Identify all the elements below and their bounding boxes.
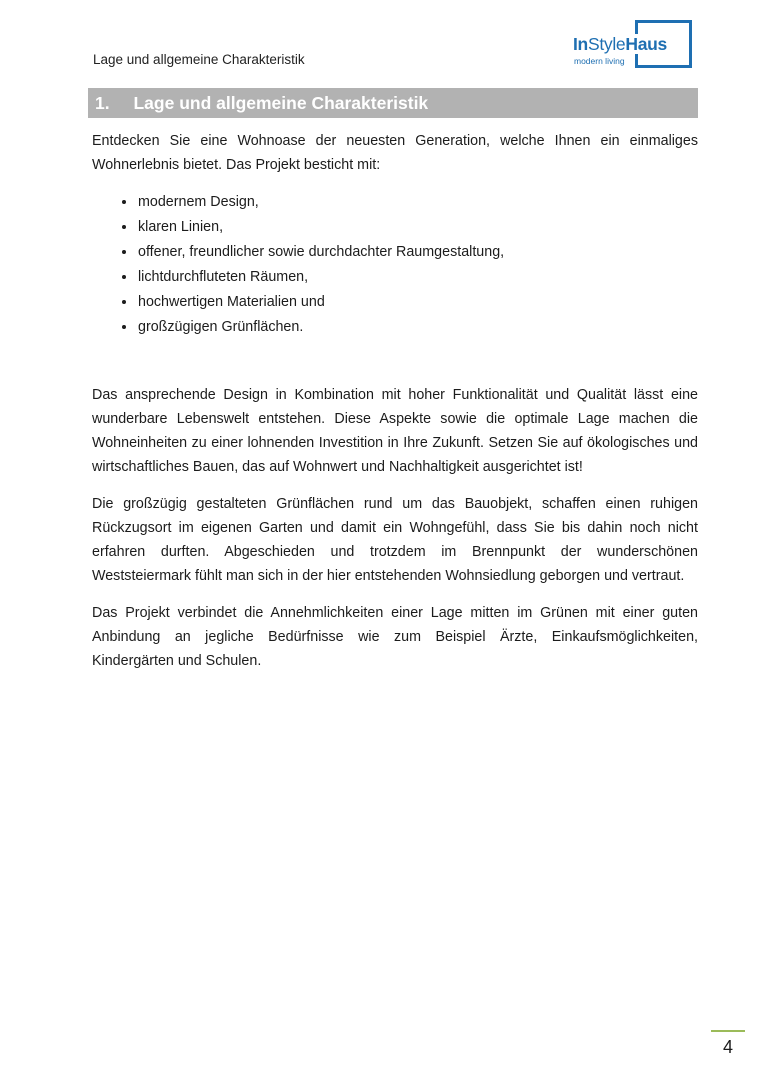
paragraph-intro: Entdecken Sie eine Wohnoase der neuesten Generation, welche Ihnen ein einmaliges Wohnerlebnis bietet. Das Projekt besticht mit: (92, 133, 698, 173)
paragraph-anbindung: Das Projekt verbindet die Annehmlichkeiten einer Lage mitten im Grünen mit einer guten Anbindung an jegliche Bedürfnisse wie zum Beispiel Ärzte, Einkaufsmöglichkeiten, Kindergärten und Schulen. (92, 605, 698, 669)
footer-accent-line (711, 1030, 745, 1032)
feature-bullet-list (92, 190, 698, 340)
logo-part-in: In (573, 34, 588, 54)
logo-tagline: modern living (574, 56, 625, 66)
bullet-item: • offener, freundlicher sowie durchdachter Raumgestaltung, (137, 240, 698, 265)
paragraph-gruenflaechen: Die großzügig gestalteten Grünflächen rund um das Bauobjekt, schaffen einen ruhigen Rückzugsort im eigenen Garten und damit ein Wohngefühl, dass Sie bis dahin noch nicht erfahren durften. Abgeschieden und trotzdem im Brennpunkt der wunderschönen Weststeiermark fühlt man sich in der hier entstehenden Wohnsiedlung geborgen und vertraut. (92, 496, 698, 584)
paragraph-design-quality: Das ansprechende Design in Kombination mit hoher Funktionalität und Qualität lässt eine wunderbare Lebenswelt entstehen. Diese Aspekte sowie die optimale Lage machen die Wohneinheiten zu einer lohnenden Investition in Ihre Zukunft. Setzen Sie auf ökologisches und wirtschaftliches Bauen, das auf Wohnwert und Nachhaltigkeit ausgerichtet ist! (92, 387, 698, 475)
header-running-title: Lage und allgemeine Charakteristik (93, 52, 305, 67)
body-content (92, 129, 698, 686)
logo-part-style: Style (587, 34, 626, 54)
chapter-title: Lage und allgemeine Charakteristik (133, 93, 429, 113)
bullet-item: • lichtdurchfluteten Räumen, (137, 265, 698, 290)
logo-part-haus: Haus (625, 34, 667, 54)
bullet-item: • klaren Linien, (137, 215, 698, 240)
chapter-heading-bar (88, 88, 698, 118)
footer-page-number: 4 (722, 1037, 733, 1057)
bullet-item: • großzügigen Grünflächen. (137, 315, 698, 340)
chapter-number: 1. (95, 93, 110, 113)
instylehaus-logo (573, 17, 703, 75)
logo-wordmark (573, 34, 670, 54)
bullet-item: • modernem Design, (137, 190, 698, 215)
bullet-item: • hochwertigen Materialien und (137, 290, 698, 315)
